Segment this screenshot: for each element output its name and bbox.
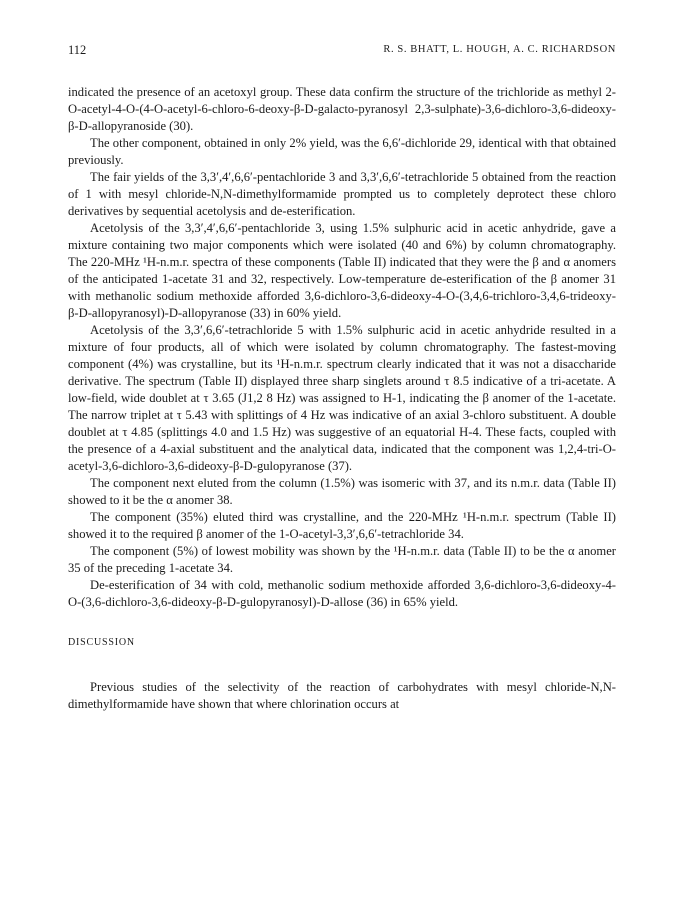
running-head (68, 40, 616, 60)
running-head-authors: R. S. BHATT, L. HOUGH, A. C. RICHARDSON (383, 44, 616, 55)
discussion-paragraph: Previous studies of the selectivity of the reaction of carbohydrates with mesyl chloride-N,N-dimethylformamide have shown that where chlorination occurs at (68, 680, 616, 711)
paragraph: Acetolysis of the 3,3′,4′,6,6′-pentachloride 3, using 1.5% sulphuric acid in acetic anhydride, gave a mixture containing two major components which were isolated (40 and 6%) by column chromatography. The 220-MHz ¹H-n.m.r. spectra of these components (Table II) indicated that they were the β and α anomers of the anticipated 1-acetate 31 and 32, respectively. Low-temperature de-esterification of the β anomer 31 with methanolic sodium methoxide afforded 3,6-dichloro-3,6-dideoxy-4-O-(3,4,6-trichloro-3,4,6-trideoxy-β-D-allopyranosyl)-D-allopyranose (33) in 60% yield. (68, 221, 616, 320)
paragraph: The component (35%) eluted third was crystalline, and the 220-MHz ¹H-n.m.r. spectrum (Table II) showed it to the required β anomer of the 1-O-acetyl-3,3′,6,6′-tetrachloride 34. (68, 510, 616, 541)
page-number: 112 (68, 43, 87, 57)
paragraph: Acetolysis of the 3,3′,6,6′-tetrachloride 5 with 1.5% sulphuric acid in acetic anhydride resulted in a mixture of four products, all of which were isolated by column chromatography. The fastest-moving component (4%) was crystalline, but its ¹H-n.m.r. spectrum clearly indicated that it was not a disaccharide derivative. The spectrum (Table II) displayed three sharp singlets around τ 8.5 indicative of a tri-acetate. A low-field, wide doublet at τ 3.65 (J1,2 8 Hz) was assigned to H-1, indicating the β anomer of the 1-acetate. The narrow triplet at τ 5.43 with splittings of 4 Hz was indicative of an axial 3-chloro substituent. A double doublet at τ 4.85 (splittings 4.0 and 1.5 Hz) was suggestive of an equatorial H-4. These facts, coupled with the presence of a 4-axial substituent and the analytical data, indicated that the component was 1,2,4-tri-O-acetyl-3,6-dichloro-3,6-dideoxy-β-D-gulopyranose (37). (68, 323, 616, 473)
paragraph: The fair yields of the 3,3′,4′,6,6′-pentachloride 3 and 3,3′,6,6′-tetrachloride 5 obtained from the reaction of 1 with mesyl chloride-N,N-dimethylformamide prompted us to completely deprotect these chloro derivatives by sequential acetolysis and de-esterification. (68, 170, 616, 218)
journal-page (68, 40, 616, 726)
paragraph: De-esterification of 34 with cold, methanolic sodium methoxide afforded 3,6-dichloro-3,6-dideoxy-4-O-(3,6-dichloro-3,6-dideoxy-β-D-gulopyranosyl)-D-allose (36) in 65% yield. (68, 578, 616, 609)
paragraph: The component next eluted from the column (1.5%) was isomeric with 37, and its n.m.r. data (Table II) showed to it be the α anomer 38. (68, 476, 616, 507)
paragraph-continuation: indicated the presence of an acetoxyl group. These data confirm the structure of the trichloride as methyl 2-O-acetyl-4-O-(4-O-acetyl-6-chloro-6-deoxy-β-D-galacto-pyranosyl 2,3-sulphate)-3,6-dichloro-3,6-dideoxy-β-D-allopyranoside (30). (68, 85, 616, 133)
paragraph: The component (5%) of lowest mobility was shown by the ¹H-n.m.r. data (Table II) to be the α anomer 35 of the preceding 1-acetate 34. (68, 544, 616, 575)
section-heading-discussion: DISCUSSION (68, 637, 135, 648)
results-section-body (68, 84, 616, 611)
paragraph: The other component, obtained in only 2% yield, was the 6,6′-dichloride 29, identical with that obtained previously. (68, 136, 616, 167)
